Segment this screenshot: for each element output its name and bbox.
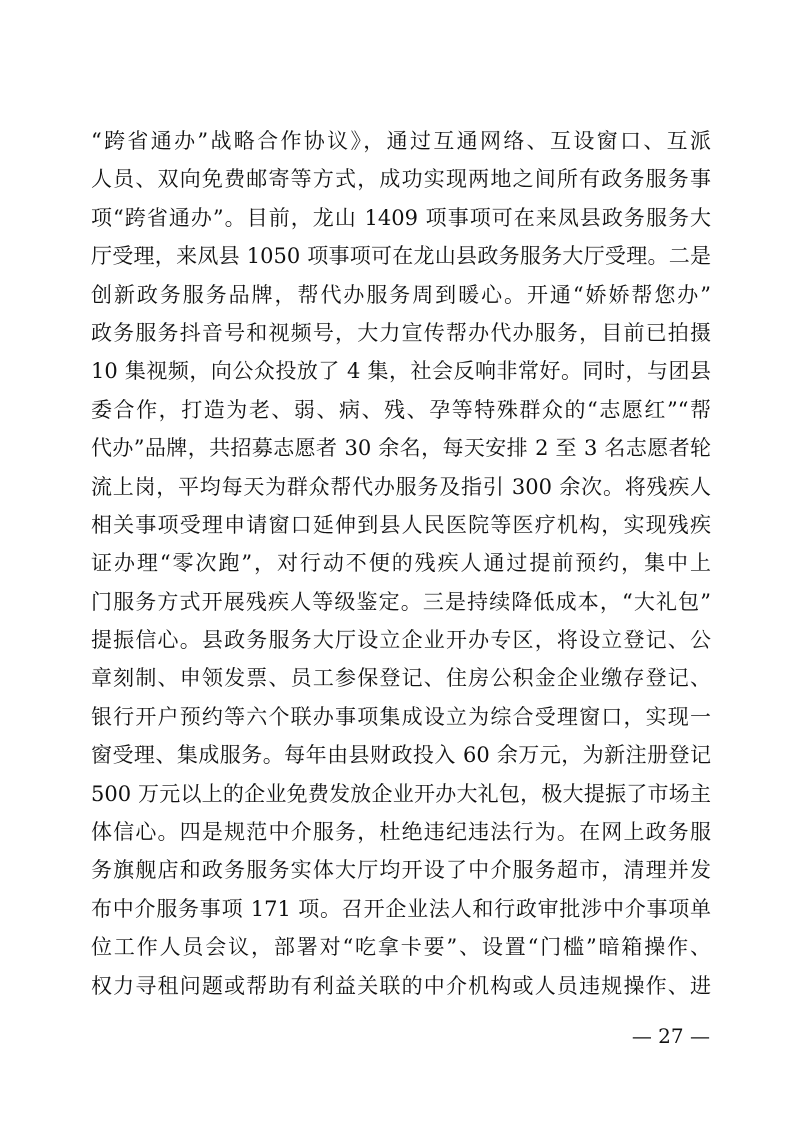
text-line: 创新政务服务品牌，帮代办服务周到暖心。开通“娇娇帮您办” bbox=[91, 282, 711, 307]
text-line: 体信心。四是规范中介服务，杜绝违纪违法行为。在网上政务服 bbox=[91, 820, 711, 845]
text-line: 窗受理、集成服务。每年由县财政投入 60 余万元，为新注册登记 bbox=[91, 743, 711, 768]
text-line: 流上岗，平均每天为群众帮代办服务及指引 300 余次。将残疾人 bbox=[91, 474, 711, 499]
text-line: 布中介服务事项 171 项。召开企业法人和行政审批涉中介事项单 bbox=[91, 896, 711, 921]
text-line: 银行开户预约等六个联办事项集成设立为综合受理窗口，实现一 bbox=[91, 704, 711, 729]
text-line: 章刻制、申领发票、员工参保登记、住房公积金企业缴存登记、 bbox=[91, 666, 711, 691]
text-line: 项“跨省通办”。目前，龙山 1409 项事项可在来凤县政务服务大 bbox=[91, 205, 711, 230]
text-line: 相关事项受理申请窗口延伸到县人民医院等医疗机构，实现残疾 bbox=[91, 512, 711, 537]
text-line: “跨省通办”战略合作协议》，通过互通网络、互设窗口、互派 bbox=[91, 129, 711, 153]
text-line: 政务服务抖音号和视频号，大力宣传帮办代办服务，目前已拍摄 bbox=[91, 320, 711, 345]
text-line: 10 集视频，向公众投放了 4 集，社会反响非常好。同时，与团县 bbox=[91, 359, 711, 384]
text-line: 委合作，打造为老、弱、病、残、孕等特殊群众的“志愿红”“帮 bbox=[91, 397, 711, 422]
text-line: 500 万元以上的企业免费发放企业开办大礼包，极大提振了市场主 bbox=[91, 781, 711, 806]
text-line: 证办理“零次跑”，对行动不便的残疾人通过提前预约，集中上 bbox=[91, 551, 711, 576]
text-line: 权力寻租问题或帮助有利益关联的中介机构或人员违规操作、进 bbox=[91, 973, 711, 998]
text-line: 位工作人员会议，部署对“吃拿卡要”、设置“门槛”暗箱操作、 bbox=[91, 935, 711, 960]
page-number: — 27 — bbox=[631, 1024, 710, 1048]
text-line: 代办”品牌，共招募志愿者 30 余名，每天安排 2 至 3 名志愿者轮 bbox=[91, 436, 711, 461]
text-line: 门服务方式开展残疾人等级鉴定。三是持续降低成本，“大礼包” bbox=[91, 589, 711, 614]
text-line: 人员、双向免费邮寄等方式，成功实现两地之间所有政务服务事 bbox=[91, 167, 711, 192]
body-text bbox=[91, 122, 711, 1005]
text-line: 厅受理，来凤县 1050 项事项可在龙山县政务服务大厅受理。二是 bbox=[91, 244, 711, 269]
text-line: 提振信心。县政务服务大厅设立企业开办专区，将设立登记、公 bbox=[91, 628, 711, 653]
text-line: 务旗舰店和政务服务实体大厅均开设了中介服务超市，清理并发 bbox=[91, 858, 711, 883]
